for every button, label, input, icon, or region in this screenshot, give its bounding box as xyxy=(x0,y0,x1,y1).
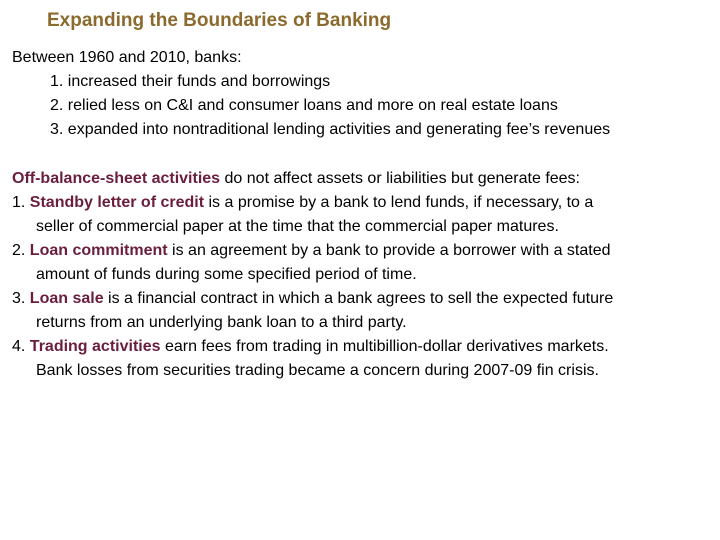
obs-item-number: 2. xyxy=(12,242,30,259)
obs-item-4-continuation: Bank losses from securities trading became a concern during 2007-09 fin crisis. xyxy=(36,362,599,379)
obs-heading xyxy=(12,167,712,191)
obs-item-3-continuation: returns from an underlying bank loan to a third party. xyxy=(36,314,407,331)
obs-item-term: Trading activities xyxy=(29,338,161,355)
obs-item-text: is a financial contract in which a bank agrees to sell the expected future xyxy=(103,290,614,307)
obs-heading-term: Off-balance-sheet activities xyxy=(12,170,221,187)
obs-item-number: 1. xyxy=(12,194,30,211)
intro-lead: Between 1960 and 2010, banks: xyxy=(12,49,242,66)
obs-item-2 xyxy=(12,239,712,263)
off-balance-sheet-section xyxy=(12,167,712,383)
obs-heading-rest: do not affect assets or liabilities but generate fees: xyxy=(220,170,580,187)
intro-item-2 xyxy=(12,94,712,118)
intro-item-1 xyxy=(12,70,712,94)
intro-item-text: expanded into nontraditional lending activities and generating fee’s revenues xyxy=(67,121,611,138)
obs-item-text: earn fees from trading in multibillion-dollar derivatives markets. xyxy=(160,338,609,355)
intro-section xyxy=(12,46,712,142)
obs-item-term: Loan commitment xyxy=(29,242,168,259)
obs-item-4 xyxy=(12,335,712,359)
intro-item-number: 3. xyxy=(50,121,64,138)
obs-item-term: Loan sale xyxy=(29,290,104,307)
intro-item-3 xyxy=(12,118,712,142)
obs-item-2-continuation: amount of funds during some specified period of time. xyxy=(36,266,417,283)
obs-item-3 xyxy=(12,287,712,311)
intro-item-number: 2. xyxy=(50,97,64,114)
intro-item-text: relied less on C&I and consumer loans and more on real estate loans xyxy=(67,97,558,114)
obs-item-number: 3. xyxy=(12,290,30,307)
obs-item-text: is an agreement by a bank to provide a borrower with a stated xyxy=(167,242,611,259)
slide-title: Expanding the Boundaries of Banking xyxy=(47,10,392,31)
obs-item-term: Standby letter of credit xyxy=(29,194,205,211)
intro-item-number: 1. xyxy=(50,73,64,90)
obs-item-1 xyxy=(12,191,712,215)
obs-item-number: 4. xyxy=(12,338,30,355)
intro-item-text: increased their funds and borrowings xyxy=(67,73,331,90)
obs-item-1-continuation: seller of commercial paper at the time that the commercial paper matures. xyxy=(36,218,559,235)
obs-item-text: is a promise by a bank to lend funds, if necessary, to a xyxy=(204,194,594,211)
